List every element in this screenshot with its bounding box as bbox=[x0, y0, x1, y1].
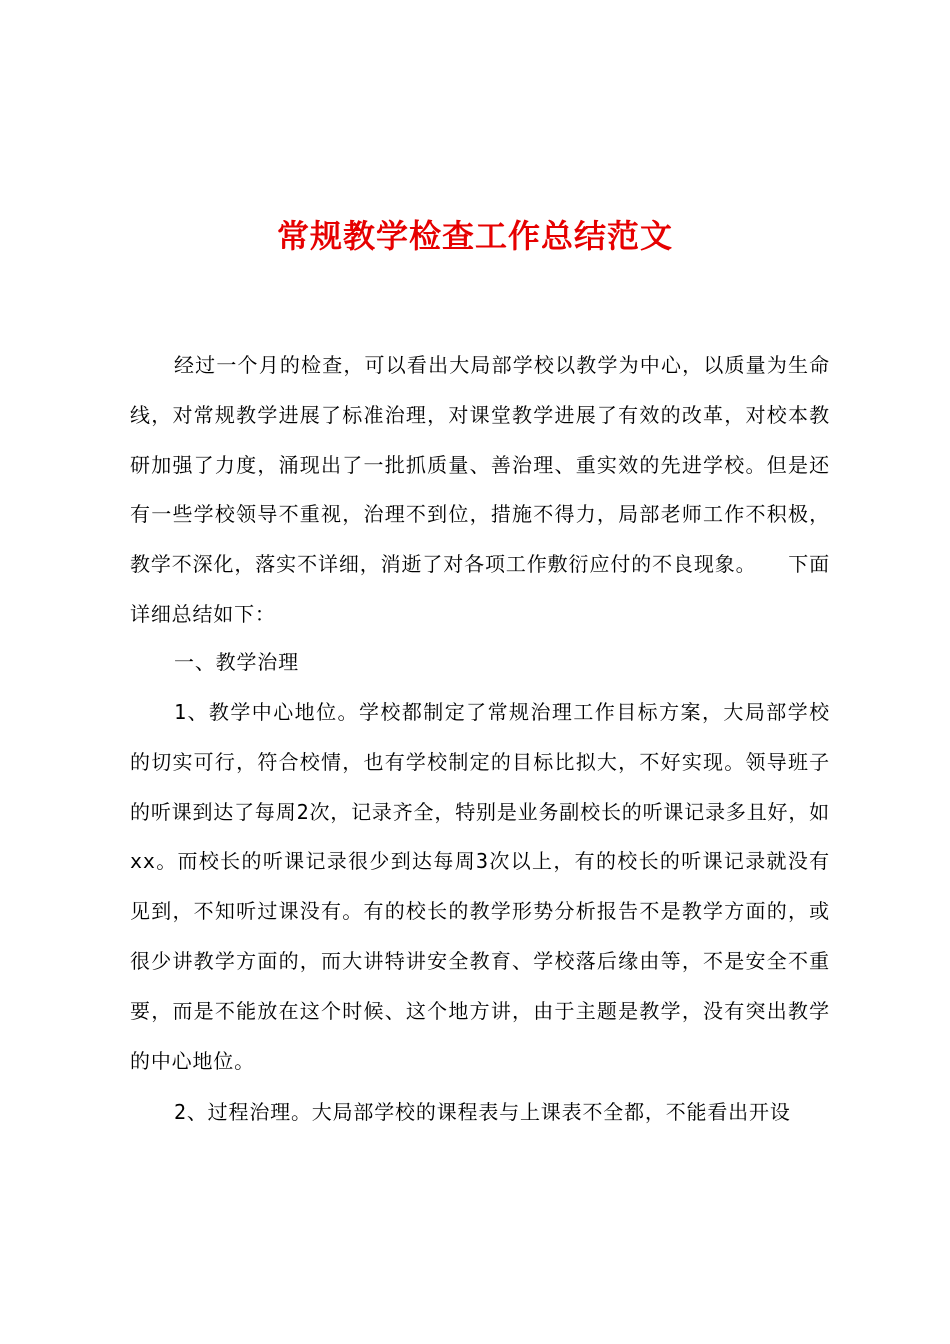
intro-paragraph: 经过一个月的检查，可以看出大局部学校以教学为中心，以质量为生命线，对常规教学进展了标准治理，对课堂教学进展了有效的改革，对校本教研加强了力度，涌现出了一批抓质量、善治理、重实效的先进学校。但是还有一些学校领导不重视，治理不到位，措施不得力，局部老师工作不积极，教学不深化，落实不详细，消逝了对各项工作敷衍应付的不良现象。 下面详细总结如下： bbox=[130, 353, 830, 626]
document-title: 常规教学检查工作总结范文 bbox=[276, 217, 673, 255]
paragraph-teaching-center: 1、教学中心地位。学校都制定了常规治理工作目标方案，大局部学校的切实可行，符合校情，也有学校制定的目标比拟大，不好实现。领导班子的听课到达了每周2次，记录齐全，特别是业务副校长的听课记录多且好，如xx。而校长的听课记录很少到达每周3次以上，有的校长的听课记录就没有见到，不知听过课没有。有的校长的教学形势分析报告不是教学方面的，或很少讲教学方面的，而大讲特讲安全教育、学校落后缘由等，不是安全不重要，而是不能放在这个时候、这个地方讲，由于主题是教学，没有突出教学的中心地位。 bbox=[130, 700, 830, 1073]
section-heading-teaching-management: 一、教学治理 bbox=[174, 650, 299, 674]
paragraph-process-management: 2、过程治理。大局部学校的课程表与上课表不全都，不能看出开设 bbox=[174, 1100, 791, 1124]
